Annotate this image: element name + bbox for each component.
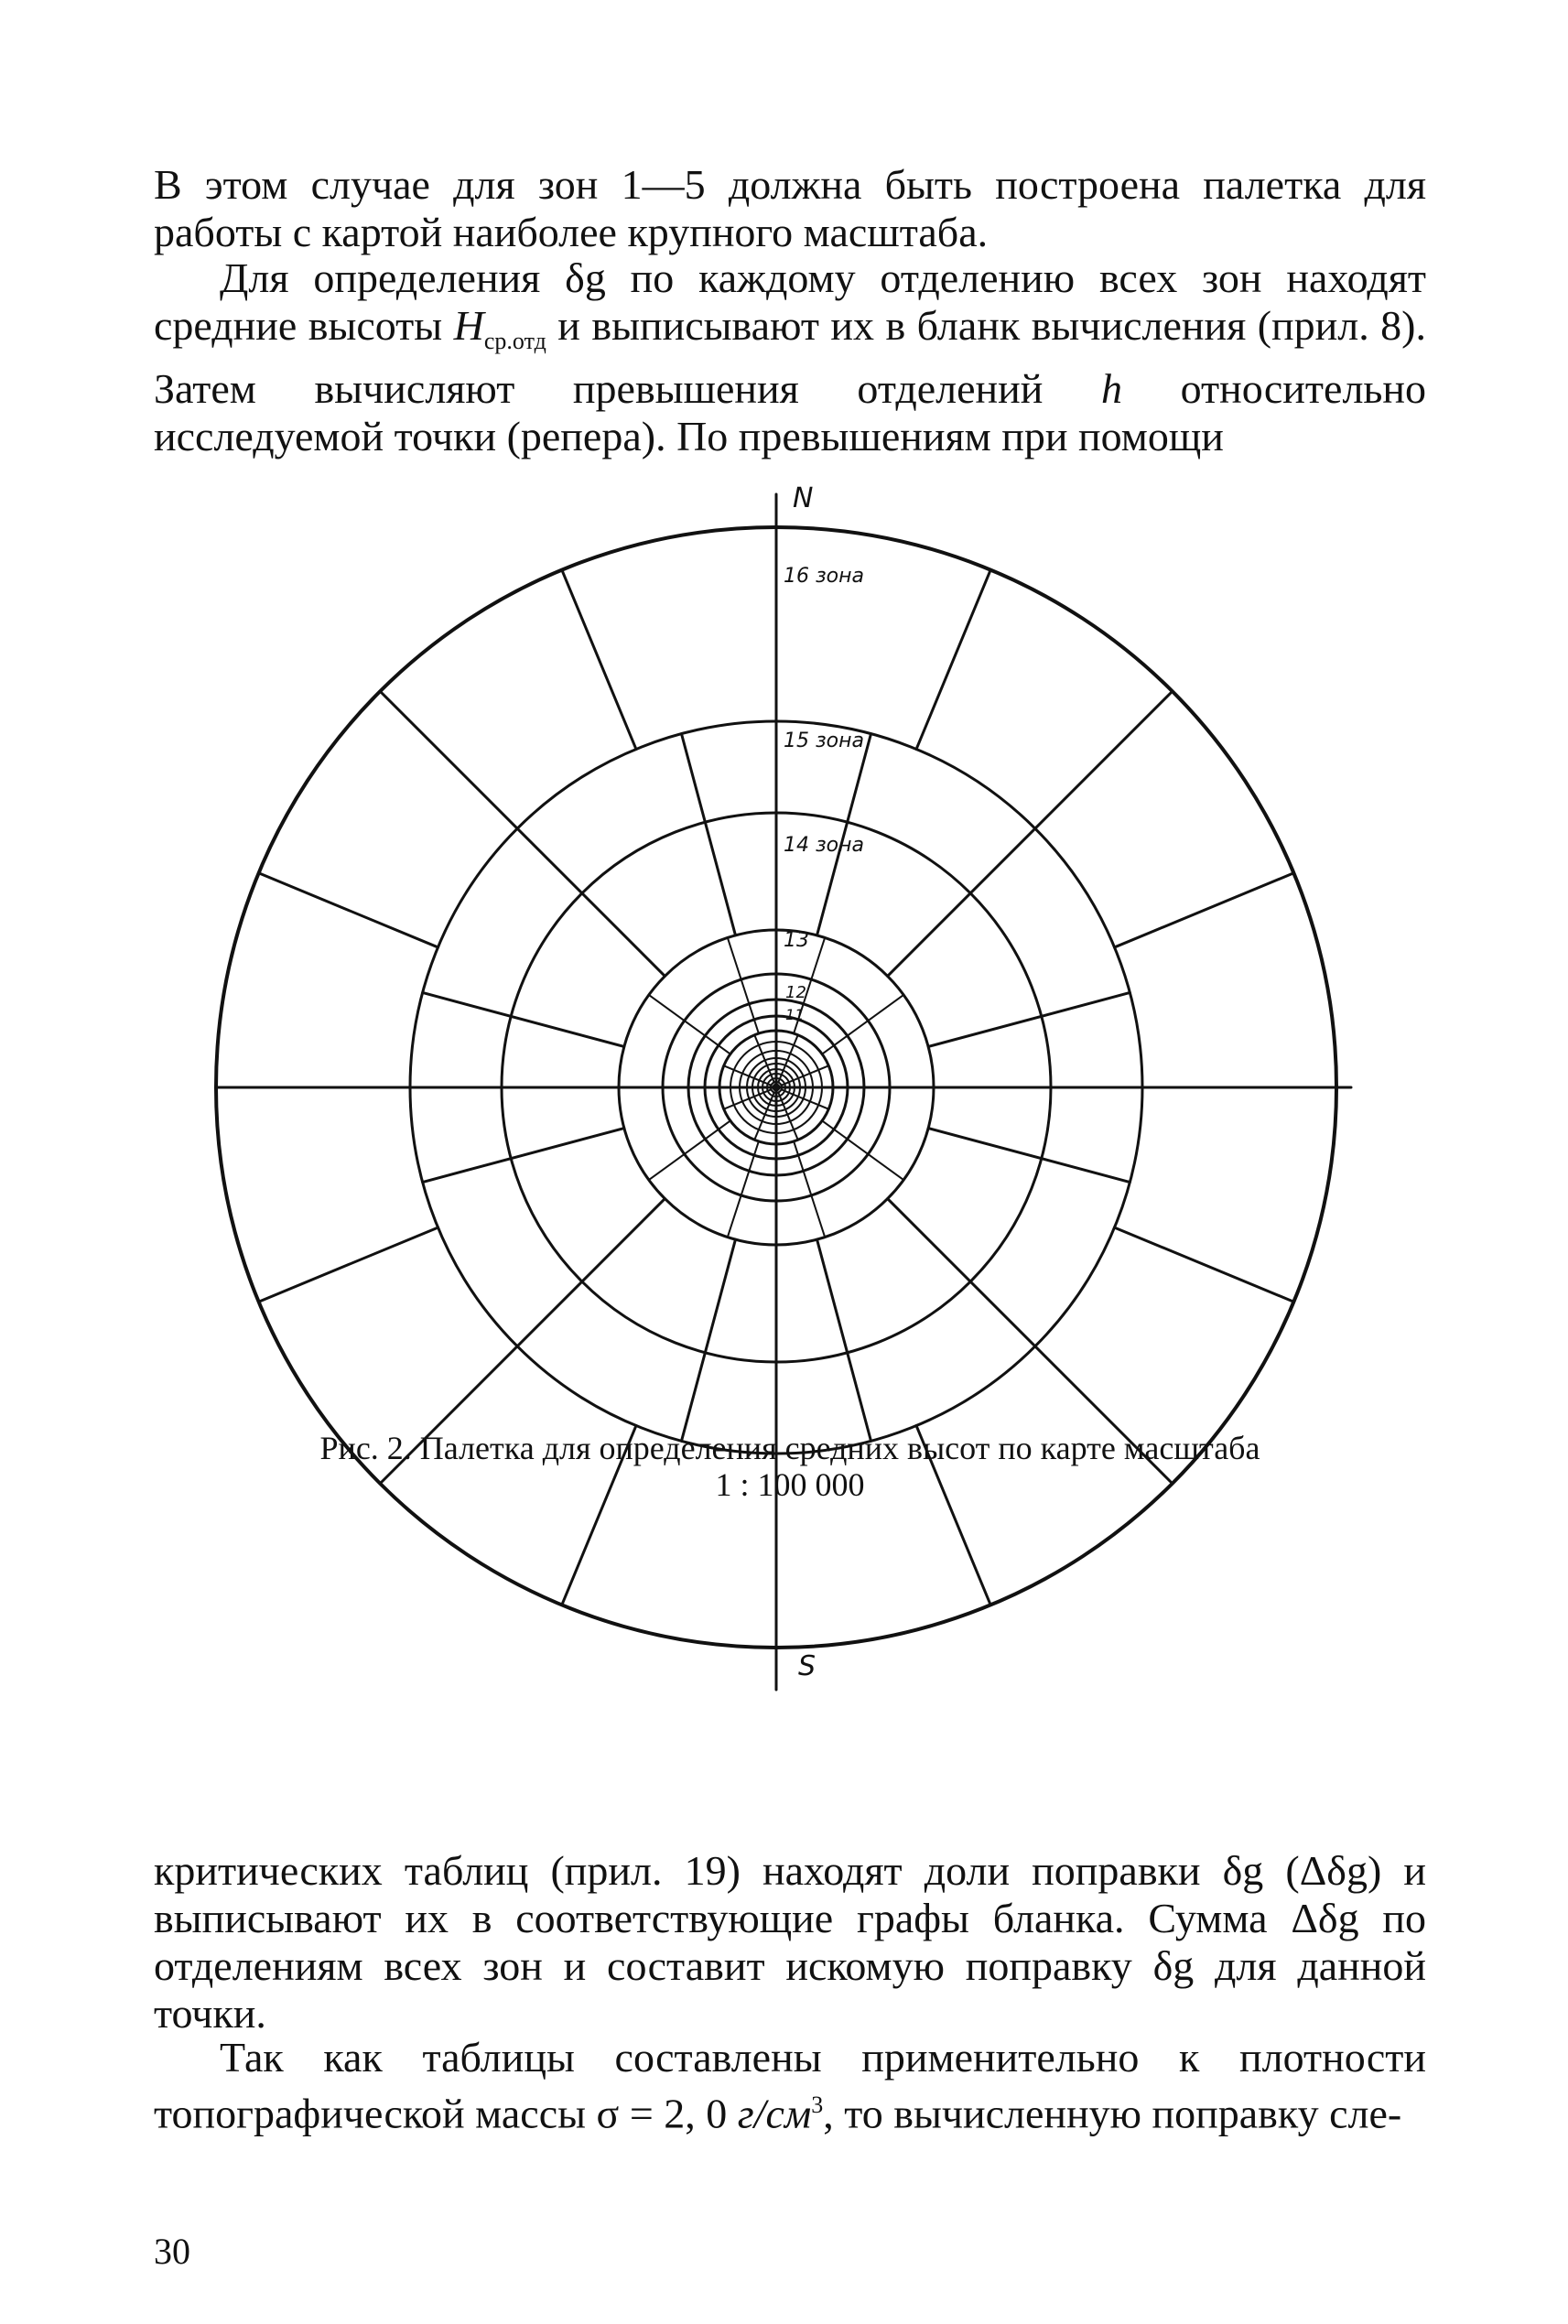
zone-11-label: 11 xyxy=(785,1006,805,1023)
sector-divider xyxy=(259,873,438,947)
zone-15-label: 15 зона xyxy=(784,730,865,752)
sector-divider xyxy=(916,570,990,750)
sector-divider xyxy=(380,691,517,828)
sector-divider xyxy=(728,937,759,1033)
sector-divider xyxy=(259,1227,438,1302)
south-label: S xyxy=(798,1650,816,1682)
center-point xyxy=(773,1084,780,1091)
paragraph-1: В этом случае для зон 1—5 должна быть построена палетка для работы с картой наиболее крупного масштаба. xyxy=(154,161,1426,255)
sector-divider xyxy=(794,1141,825,1238)
paragraph-2-part-1: Для определения δg по каждому отделению всех зон находят средние высоты xyxy=(154,254,1426,349)
sector-divider xyxy=(1115,873,1294,947)
caption-line-2: 1 : 100 000 xyxy=(715,1466,865,1503)
sector-divider xyxy=(681,1239,735,1441)
sector-divider xyxy=(817,1239,871,1441)
sector-divider xyxy=(822,1120,903,1180)
page-number: 30 xyxy=(154,2231,190,2272)
sector-divider xyxy=(517,828,665,976)
sector-divider xyxy=(1115,1227,1294,1302)
sector-divider xyxy=(928,1129,1130,1183)
sector-divider xyxy=(649,1120,730,1180)
sector-divider xyxy=(1035,691,1173,828)
sector-divider xyxy=(928,992,1130,1046)
paragraph-3: критических таблиц (прил. 19) находят доли поправки δg (Δδg) и выписывают их в соответствующие графы бланка. Сумма Δδg по отделениям всех зон и составит искомую поправку δg для данной точки. xyxy=(154,1847,1426,2037)
sector-divider xyxy=(888,1199,1035,1346)
symbol-h-avg-subscript: ср.отд xyxy=(483,328,546,355)
symbol-h-avg: H xyxy=(453,302,484,349)
caption-line-1: Рис. 2. Палетка для определения средних высот по карте масштаба xyxy=(319,1430,1260,1466)
sector-divider xyxy=(649,995,730,1054)
sector-divider xyxy=(728,1141,759,1238)
density-unit-exponent: 3 xyxy=(811,2092,824,2118)
sector-divider xyxy=(517,1199,665,1346)
zone-12-label: 12 xyxy=(785,983,806,1002)
north-label: N xyxy=(793,482,814,514)
paragraph-4 xyxy=(154,2034,1426,2137)
sector-divider xyxy=(822,995,903,1054)
figure-caption xyxy=(154,1430,1426,1503)
symbol-h: h xyxy=(1101,365,1122,413)
paragraph-4-part-2: , то вычисленную поправку сле- xyxy=(823,2090,1402,2137)
sector-divider xyxy=(562,570,636,750)
paragraph-2-part-3: относительно исследуемой точки (репера). По превышениям при помощи xyxy=(154,365,1426,460)
density-unit: г/см xyxy=(737,2090,812,2137)
zone-13-label: 13 xyxy=(784,929,809,952)
zone-14-label: 14 зона xyxy=(784,834,865,857)
zone-16-label: 16 зона xyxy=(784,565,865,588)
sector-divider xyxy=(888,828,1035,976)
sector-divider xyxy=(423,1129,624,1183)
sector-divider xyxy=(681,734,735,935)
paragraph-4-part-1: Так как таблицы составлены применительно к плотности топографической массы σ = 2, 0 xyxy=(154,2034,1426,2137)
paragraph-2-part-2: и выписывают их в бланк вычисления (прил. 8). Затем вычисляют превышения отделений xyxy=(154,302,1427,413)
sector-divider xyxy=(423,992,624,1046)
